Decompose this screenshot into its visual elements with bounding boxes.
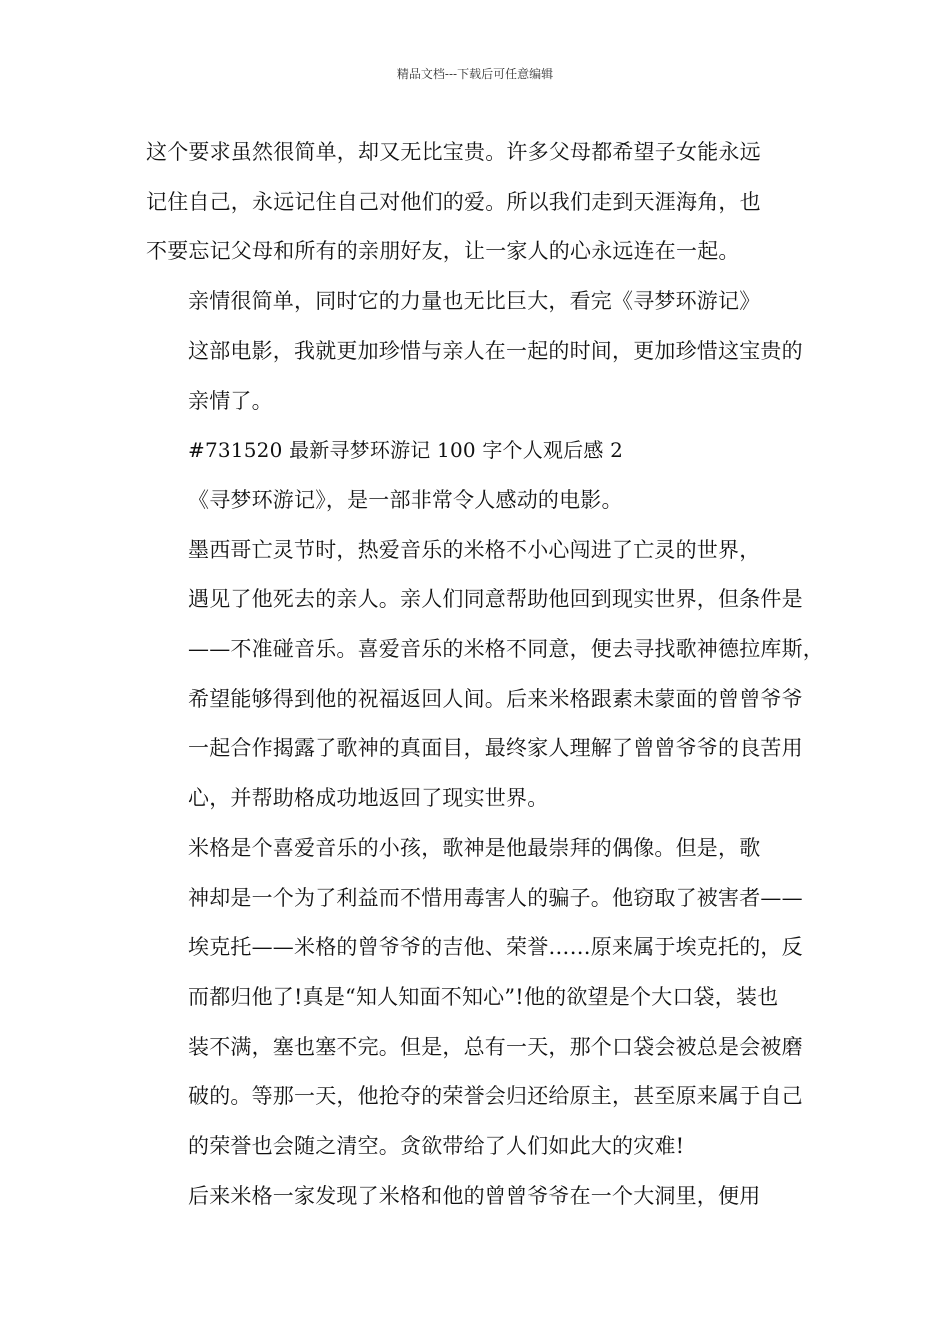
text-line: 后来米格一家发现了米格和他的曾曾爷爷在一个大洞里，便用 bbox=[188, 1183, 761, 1208]
paragraph bbox=[146, 526, 824, 824]
page-header: 精品文档---下载后可任意编辑 bbox=[396, 67, 554, 81]
text-line: 遇见了他死去的亲人。亲人们同意帮助他回到现实世界，但条件是 bbox=[188, 587, 803, 612]
text-line: ——不准碰音乐。喜爱音乐的米格不同意，便去寻找歌神德拉库斯， bbox=[188, 637, 824, 662]
text-line: 装不满，塞也塞不完。但是，总有一天，那个口袋会被总是会被磨 bbox=[188, 1034, 803, 1059]
text-line: 亲情了。 bbox=[188, 388, 273, 413]
text-line: 希望能够得到他的祝福返回人间。后来米格跟素未蒙面的曾曾爷爷 bbox=[188, 686, 803, 711]
text-line: 这部电影，我就更加珍惜与亲人在一起的时间，更加珍惜这宝贵的 bbox=[188, 338, 803, 363]
text-line: 神却是一个为了利益而不惜用毒害人的骗子。他窃取了被害者—— bbox=[188, 885, 803, 910]
text-line: 一起合作揭露了歌神的真面目，最终家人理解了曾曾爷爷的良苦用 bbox=[188, 736, 803, 761]
text-line: 不要忘记父母和所有的亲朋好友，让一家人的心永远连在一起。 bbox=[146, 239, 740, 264]
paragraph bbox=[146, 1172, 818, 1222]
section-heading bbox=[146, 426, 818, 476]
paragraph bbox=[146, 128, 818, 277]
text-line: 记住自己，永远记住自己对他们的爱。所以我们走到天涯海角，也 bbox=[146, 189, 761, 214]
paragraph bbox=[146, 277, 818, 426]
document-body bbox=[146, 128, 824, 1221]
text-line: #731520 最新寻梦环游记 100 字个人观后感 2 bbox=[188, 438, 624, 463]
text-line: 亲情很简单，同时它的力量也无比巨大，看完《寻梦环游记》 bbox=[188, 289, 761, 314]
text-line: 心，并帮助格成功地返回了现实世界。 bbox=[188, 786, 549, 811]
text-line: 米格是个喜爱音乐的小孩，歌神是他最崇拜的偶像。但是，歌 bbox=[188, 835, 761, 860]
text-line: 埃克托——米格的曾爷爷的吉他、荣誉……原来属于埃克托的，反 bbox=[188, 935, 803, 960]
text-line: 而都归他了!真是“知人知面不知心”!他的欲望是个大口袋，装也 bbox=[188, 984, 779, 1009]
text-line: 这个要求虽然很简单，却又无比宝贵。许多父母都希望子女能永远 bbox=[146, 140, 761, 164]
text-line: 的荣誉也会随之清空。贪欲带给了人们如此大的灾难! bbox=[188, 1134, 685, 1159]
text-line: 破的。等那一天，他抢夺的荣誉会归还给原主，甚至原来属于自己 bbox=[188, 1084, 803, 1109]
text-line: 墨西哥亡灵节时，热爱音乐的米格不小心闯进了亡灵的世界， bbox=[188, 537, 761, 562]
paragraph bbox=[146, 476, 818, 526]
paragraph bbox=[146, 824, 818, 1172]
text-line: 《寻梦环游记》，是一部非常令人感动的电影。 bbox=[188, 487, 623, 512]
